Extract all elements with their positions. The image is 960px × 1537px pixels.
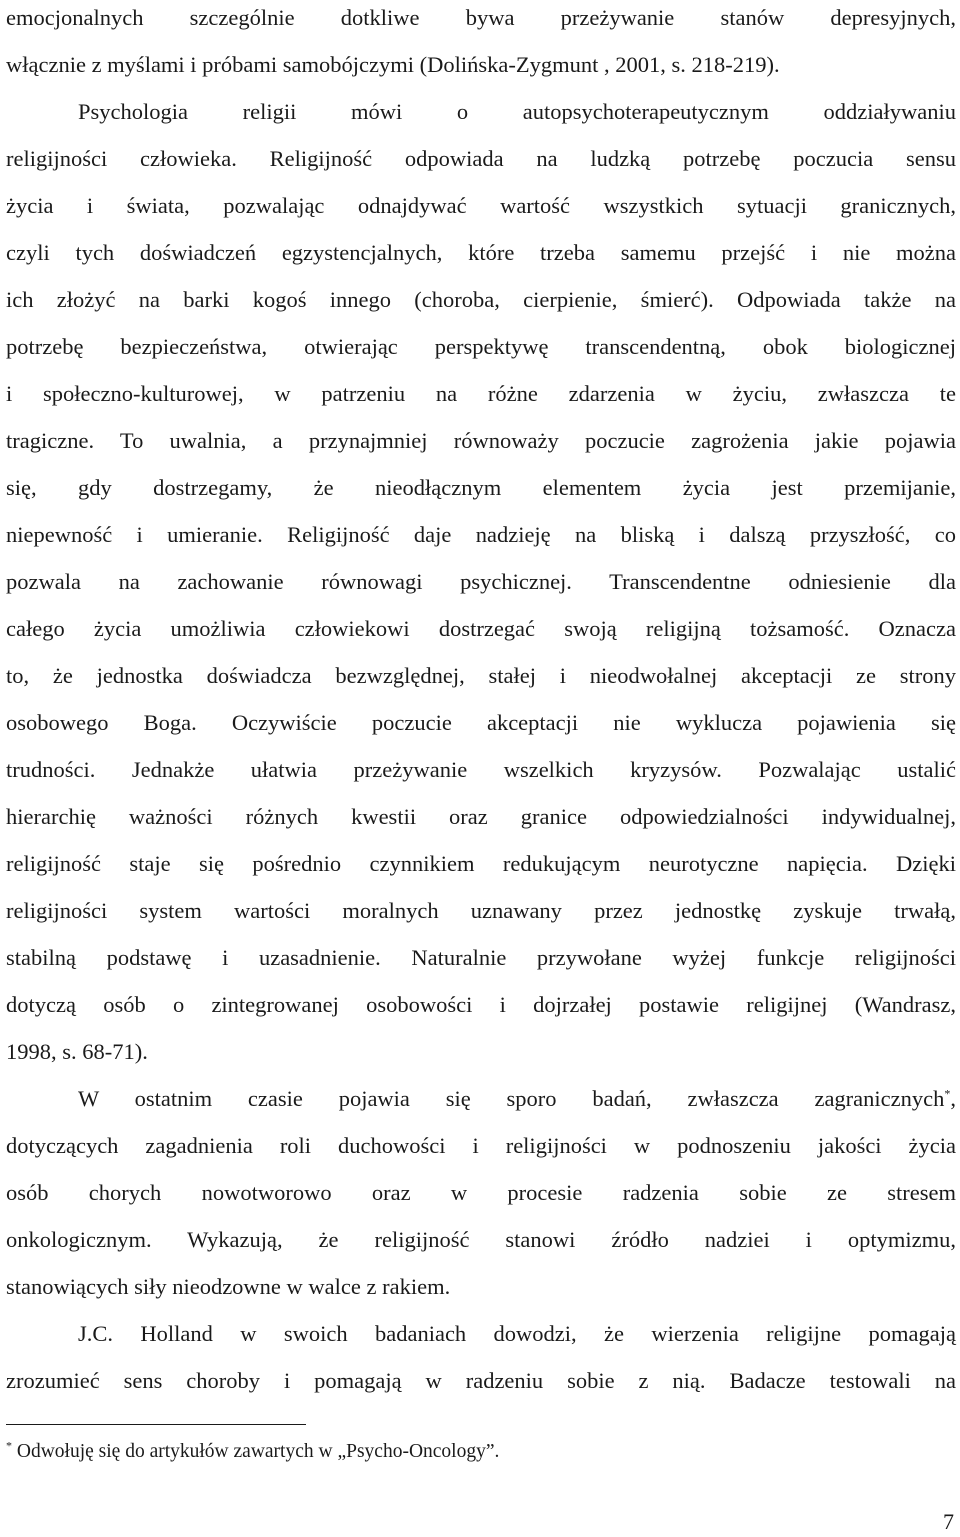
text-line: osób chorych nowotworowo oraz w procesie radzenia sobie ze stresem: [6, 1180, 956, 1205]
text-line: dotyczą osób o zintegrowanej osobowości i dojrzałej postawie religijnej (Wandrasz,: [6, 992, 956, 1017]
text-line: religijności system wartości moralnych uznawany przez jednostkę zyskuje trwałą,: [6, 898, 956, 923]
text-line: dotyczących zagadnienia roli duchowości i religijności w podnoszeniu jakości życia: [6, 1133, 956, 1158]
text-line: ich złożyć na barki kogoś innego (choroba, cierpienie, śmierć). Odpowiada także na: [6, 287, 956, 312]
footnote-reference: *: [944, 1086, 951, 1101]
text-line: pozwala na zachowanie równowagi psychicznej. Transcendentne odniesienie dla: [6, 569, 956, 594]
page-number: 7: [943, 1509, 954, 1534]
text-line: 1998, s. 68-71).: [6, 1039, 148, 1064]
text-line: religijności człowieka. Religijność odpowiada na ludzką potrzebę poczucia sensu: [6, 146, 956, 171]
text-line: stabilną podstawę i uzasadnienie. Naturalnie przywołane wyżej funkcje religijności: [6, 945, 956, 970]
text-line: trudności. Jednakże ułatwia przeżywanie wszelkich kryzysów. Pozwalając ustalić: [6, 757, 956, 782]
text-line: czyli tych doświadczeń egzystencjalnych, które trzeba samemu przejść i nie można: [6, 240, 956, 265]
text-line: całego życia umożliwia człowiekowi dostrzegać swoją religijną tożsamość. Oznacza: [6, 616, 956, 641]
footnote: [6, 1439, 499, 1465]
paragraph-first-line: J.C. Holland w swoich badaniach dowodzi, że wierzenia religijne pomagają: [78, 1321, 956, 1346]
text-line: życia i świata, pozwalając odnajdywać wartość wszystkich sytuacji granicznych,: [6, 193, 956, 218]
footnote-text: Odwołuję się do artykułów zawartych w „Psycho-Oncology”.: [16, 1441, 500, 1462]
text-line: osobowego Boga. Oczywiście poczucie akceptacji nie wyklucza pojawienia się: [6, 710, 956, 735]
text-line: onkologicznym. Wykazują, że religijność stanowi źródło nadziei i optymizmu,: [6, 1227, 956, 1252]
text-line: niepewność i umieranie. Religijność daje nadzieję na bliską i dalszą przyszłość, co: [6, 522, 956, 547]
footnote-reference-tail: ,: [950, 1086, 956, 1111]
text-line: się, gdy dostrzegamy, że nieodłącznym elementem życia jest przemijanie,: [6, 475, 956, 500]
document-body: [6, 0, 956, 1404]
footnote-marker: *: [6, 1438, 12, 1453]
text-line: emocjonalnych szczególnie dotkliwe bywa przeżywanie stanów depresyjnych,: [6, 5, 956, 30]
paragraph-first-line: [6, 1075, 956, 1122]
text-line: i społeczno-kulturowej, w patrzeniu na różne zdarzenia w życiu, zwłaszcza te: [6, 381, 956, 406]
text-line: religijność staje się pośrednio czynnikiem redukującym neurotyczne napięcia. Dzięki: [6, 851, 956, 876]
text-line: W ostatnim czasie pojawia się sporo badań, zwłaszcza zagranicznych: [78, 1086, 945, 1111]
text-line: stanowiących siły nieodzowne w walce z rakiem.: [6, 1274, 451, 1299]
text-line: hierarchię ważności różnych kwestii oraz granice odpowiedzialności indywidualnej,: [6, 804, 956, 829]
text-line: potrzebę bezpieczeństwa, otwierając perspektywę transcendentną, obok biologicznej: [6, 334, 956, 359]
text-line: włącznie z myślami i próbami samobójczymi (Dolińska-Zygmunt , 2001, s. 218-219).: [6, 52, 780, 77]
footnote-separator: [6, 1424, 306, 1425]
text-line: to, że jednostka doświadcza bezwzględnej, stałej i nieodwołalnej akceptacji ze strony: [6, 663, 956, 688]
text-line: tragiczne. To uwalnia, a przynajmniej równoważy poczucie zagrożenia jakie pojawia: [6, 428, 956, 453]
text-line: zrozumieć sens choroby i pomagają w radzeniu sobie z nią. Badacze testowali na: [6, 1368, 956, 1393]
paragraph-first-line: Psychologia religii mówi o autopsychoterapeutycznym oddziaływaniu: [78, 99, 956, 124]
